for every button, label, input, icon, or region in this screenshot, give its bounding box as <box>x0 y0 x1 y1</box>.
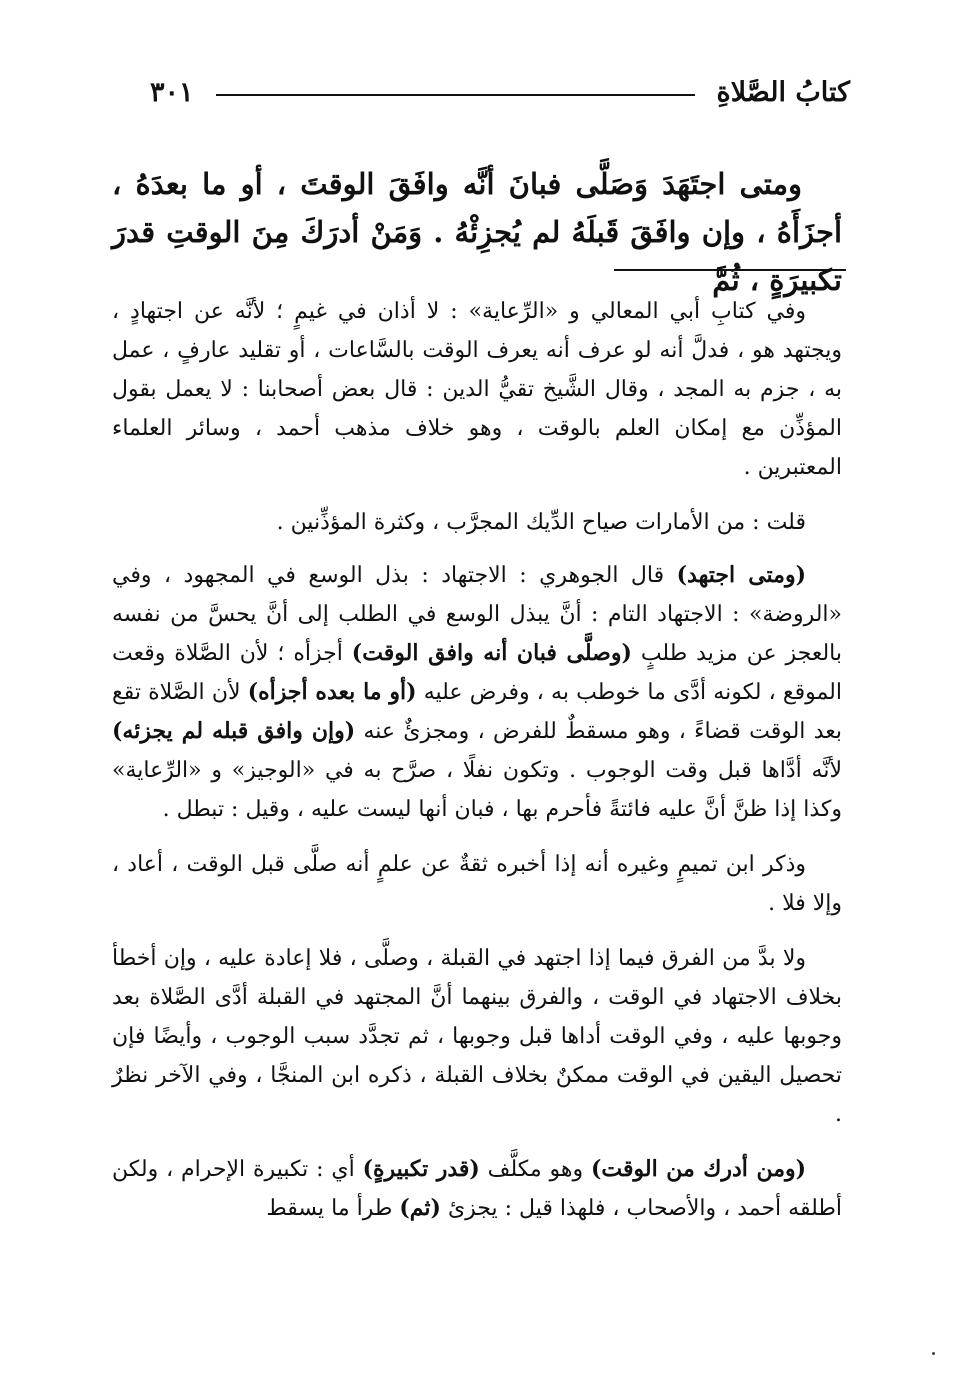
header-rule <box>216 94 695 96</box>
matn-quote: (قدر تكبيرةٍ) <box>362 1156 480 1182</box>
matn-quote: (ومن أدرك من الوقت) <box>590 1156 807 1182</box>
matn-quote: (وصلَّى فبان أنه وافق الوقت) <box>351 640 632 666</box>
commentary-text: لأنَّه أدَّاها قبل وقت الوجوب . وتكون نفلًا ، صرَّح به في «الوجيز» و «الرِّعاية» وكذا إذا ظنَّ أنَّ عليه فائتةً فأحرم بها ، فبان أنها ليست عليه ، وقيل : تبطل . <box>112 758 842 822</box>
commentary-text: أجزأه ؛ لأن الصَّلاة وقعت الموقع ، لكونه أدَّى ما خوطب به ، وفرض عليه <box>112 641 842 705</box>
commentary-paragraph-4: وذكر ابن تميمٍ وغيره أنه إذا أخبره ثقةٌ عن علمٍ أنه صلَّى قبل الوقت ، أعاد ، وإلا فلا . <box>112 852 842 916</box>
commentary-paragraph-3 <box>112 556 842 829</box>
matn-quote: (ومتى اجتهد) <box>676 562 806 588</box>
matn-quote: (وإن وافق قبله لم يجزئه) <box>112 718 356 744</box>
matn-text: ومتى اجتَهَدَ وَصَلَّى فبانَ أنَّه وافَقَ الوقتَ ، أو ما بعدَهُ ، أجزَأَهُ ، وإن وافَقَ قَبلَهُ لم يُجزِئْهُ . وَمَنْ أدرَكَ مِنَ الوقتِ قدرَ تكبيرَةٍ ، ثُمَّ <box>112 167 842 297</box>
commentary-paragraph-6 <box>112 1150 842 1228</box>
scan-speck <box>932 1352 935 1355</box>
running-title: كتابُ الصَّلاةِ <box>716 76 850 108</box>
commentary-paragraph-2: قلت : من الأمارات صياح الدِّيك المجرَّب ، وكثرة المؤذِّنين . <box>276 510 806 535</box>
page-header <box>150 72 850 112</box>
commentary <box>112 292 842 1244</box>
page-number: ٣٠١ <box>150 76 194 108</box>
commentary-text: أي : تكبيرة الإحرام ، ولكن أطلقه أحمد ، والأصحاب ، فلهذا قيل : يجزئ <box>112 1157 842 1221</box>
matn-quote: (ثم) <box>399 1195 441 1221</box>
commentary-text: قال الجوهري : الاجتهاد : بذل الوسع في المجهود ، وفي «الروضة» : الاجتهاد التام : أنَّ يبذل الوسع في الطلب إلى أنَّ يحسَّ من نفسه بالعجز عن مزيد طلبٍ <box>112 563 842 666</box>
commentary-paragraph-1: وفي كتابِ أبي المعالي و «الرِّعاية» : لا أذان في غيمٍ ؛ لأنَّه عن اجتهادٍ ، ويجتهد هو ، فدلَّ أنه لو عرف أنه يعرف الوقت بالسَّاعات ، أو تقليد عارفٍ ، عمل به ، جزم به المجد ، وقال الشَّيخ تقيُّ الدين : قال بعض أصحابنا : لا يعمل بقول المؤذِّن مع إمكان العلم بالوقت ، وهو خلاف مذهب أحمد ، وسائر العلماء المعتبرين . <box>112 299 842 480</box>
separator-rule <box>614 269 846 271</box>
commentary-paragraph-5: ولا بدَّ من الفرق فيما إذا اجتهد في القبلة ، وصلَّى ، فلا إعادة عليه ، وإن أخطأ بخلاف الاجتهاد في الوقت ، والفرق بينهما أنَّ المجتهد في القبلة أدَّى الصَّلاة بعد وجوبها عليه ، وفي الوقت أداها قبل وجوبها ، ثم تجدَّد سبب الوجوب ، وأيضًا فإن تحصيل اليقين في الوقت ممكنٌ بخلاف القبلة ، ذكره ابن المنجَّا ، وفي الآخر نظرٌ . <box>112 946 842 1127</box>
matn-quote: (أو ما بعده أجزأه) <box>247 679 417 705</box>
commentary-text: لأن الصَّلاة تقع بعد الوقت قضاءً ، وهو مسقطٌ للفرض ، ومجزئٌ عنه <box>112 680 842 744</box>
commentary-text: طرأ ما يسقط <box>266 1196 400 1221</box>
commentary-text: وهو مكلَّف <box>479 1157 591 1182</box>
